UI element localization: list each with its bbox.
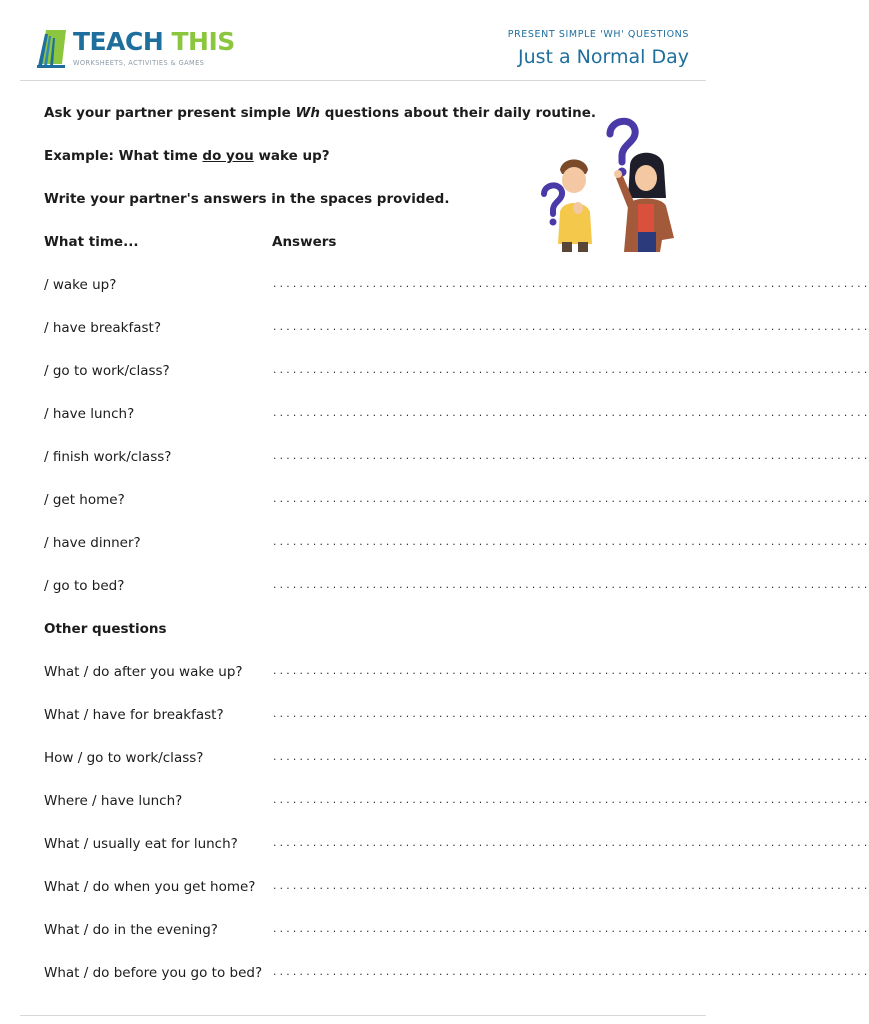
logo-word-this: THIS: [171, 27, 235, 56]
time-question-7: / have dinner?: [44, 535, 141, 551]
thinking-people-illustration: [534, 112, 686, 252]
header-divider: [20, 80, 706, 81]
other-question-3: How / go to work/class?: [44, 750, 204, 766]
other-questions-heading: Other questions: [44, 621, 167, 637]
other-answer-line-2[interactable]: ..........................................................................................: [272, 710, 869, 720]
time-question-1: / wake up?: [44, 277, 117, 293]
column-header-answers: Answers: [272, 234, 337, 250]
time-answer-line-1[interactable]: ..........................................................................................: [272, 280, 869, 290]
instruction-line-1: [44, 104, 596, 122]
logo-word-teach: TEACH: [73, 27, 164, 56]
teach-this-logo[interactable]: [36, 26, 235, 70]
other-question-2: What / have for breakfast?: [44, 707, 224, 723]
time-answer-line-7[interactable]: ..........................................................................................: [272, 538, 869, 548]
time-question-4: / have lunch?: [44, 406, 135, 422]
time-answer-line-4[interactable]: ..........................................................................................: [272, 409, 869, 419]
other-answer-line-3[interactable]: ..........................................................................................: [272, 753, 869, 763]
other-question-1: What / do after you wake up?: [44, 664, 243, 680]
other-question-5: What / usually eat for lunch?: [44, 836, 238, 852]
worksheet-kicker: PRESENT SIMPLE 'WH' QUESTIONS: [507, 29, 689, 40]
time-question-3: / go to work/class?: [44, 363, 170, 379]
other-question-6: What / do when you get home?: [44, 879, 256, 895]
other-answer-line-1[interactable]: ..........................................................................................: [272, 667, 869, 677]
time-answer-line-5[interactable]: ..........................................................................................: [272, 452, 869, 462]
instruction-1-b: questions about their daily routine.: [320, 105, 596, 121]
other-answer-line-4[interactable]: ..........................................................................................: [272, 796, 869, 806]
other-answer-line-7[interactable]: ..........................................................................................: [272, 925, 869, 935]
book-logo-icon: [36, 26, 72, 70]
worksheet-title: Just a Normal Day: [517, 46, 689, 68]
other-question-8: What / do before you go to bed?: [44, 965, 263, 981]
time-answer-line-3[interactable]: ..........................................................................................: [272, 366, 869, 376]
example-b: wake up?: [253, 148, 330, 164]
time-question-6: / get home?: [44, 492, 125, 508]
logo-tagline: WORKSHEETS, ACTIVITIES & GAMES: [73, 59, 205, 67]
other-answer-line-6[interactable]: ..........................................................................................: [272, 882, 869, 892]
instruction-1-a: Ask your partner present simple: [44, 105, 296, 121]
other-answer-line-5[interactable]: ..........................................................................................: [272, 839, 869, 849]
time-answer-line-8[interactable]: ..........................................................................................: [272, 581, 869, 591]
logo-wordmark: [73, 27, 235, 57]
instruction-1-em: Wh: [295, 105, 321, 121]
time-question-8: / go to bed?: [44, 578, 125, 594]
example-underlined: do you: [202, 148, 254, 164]
instruction-line-3: Write your partner's answers in the spaces provided.: [44, 191, 450, 207]
example-a: Example: What time: [44, 148, 203, 164]
time-answer-line-2[interactable]: ..........................................................................................: [272, 323, 869, 333]
footer-divider: [20, 1015, 706, 1016]
other-question-7: What / do in the evening?: [44, 922, 218, 938]
time-question-5: / finish work/class?: [44, 449, 172, 465]
other-question-4: Where / have lunch?: [44, 793, 183, 809]
other-answer-line-8[interactable]: ..........................................................................................: [272, 968, 869, 978]
example-line: [44, 147, 330, 165]
time-answer-line-6[interactable]: ..........................................................................................: [272, 495, 869, 505]
time-question-2: / have breakfast?: [44, 320, 161, 336]
column-header-question: What time...: [44, 234, 139, 250]
